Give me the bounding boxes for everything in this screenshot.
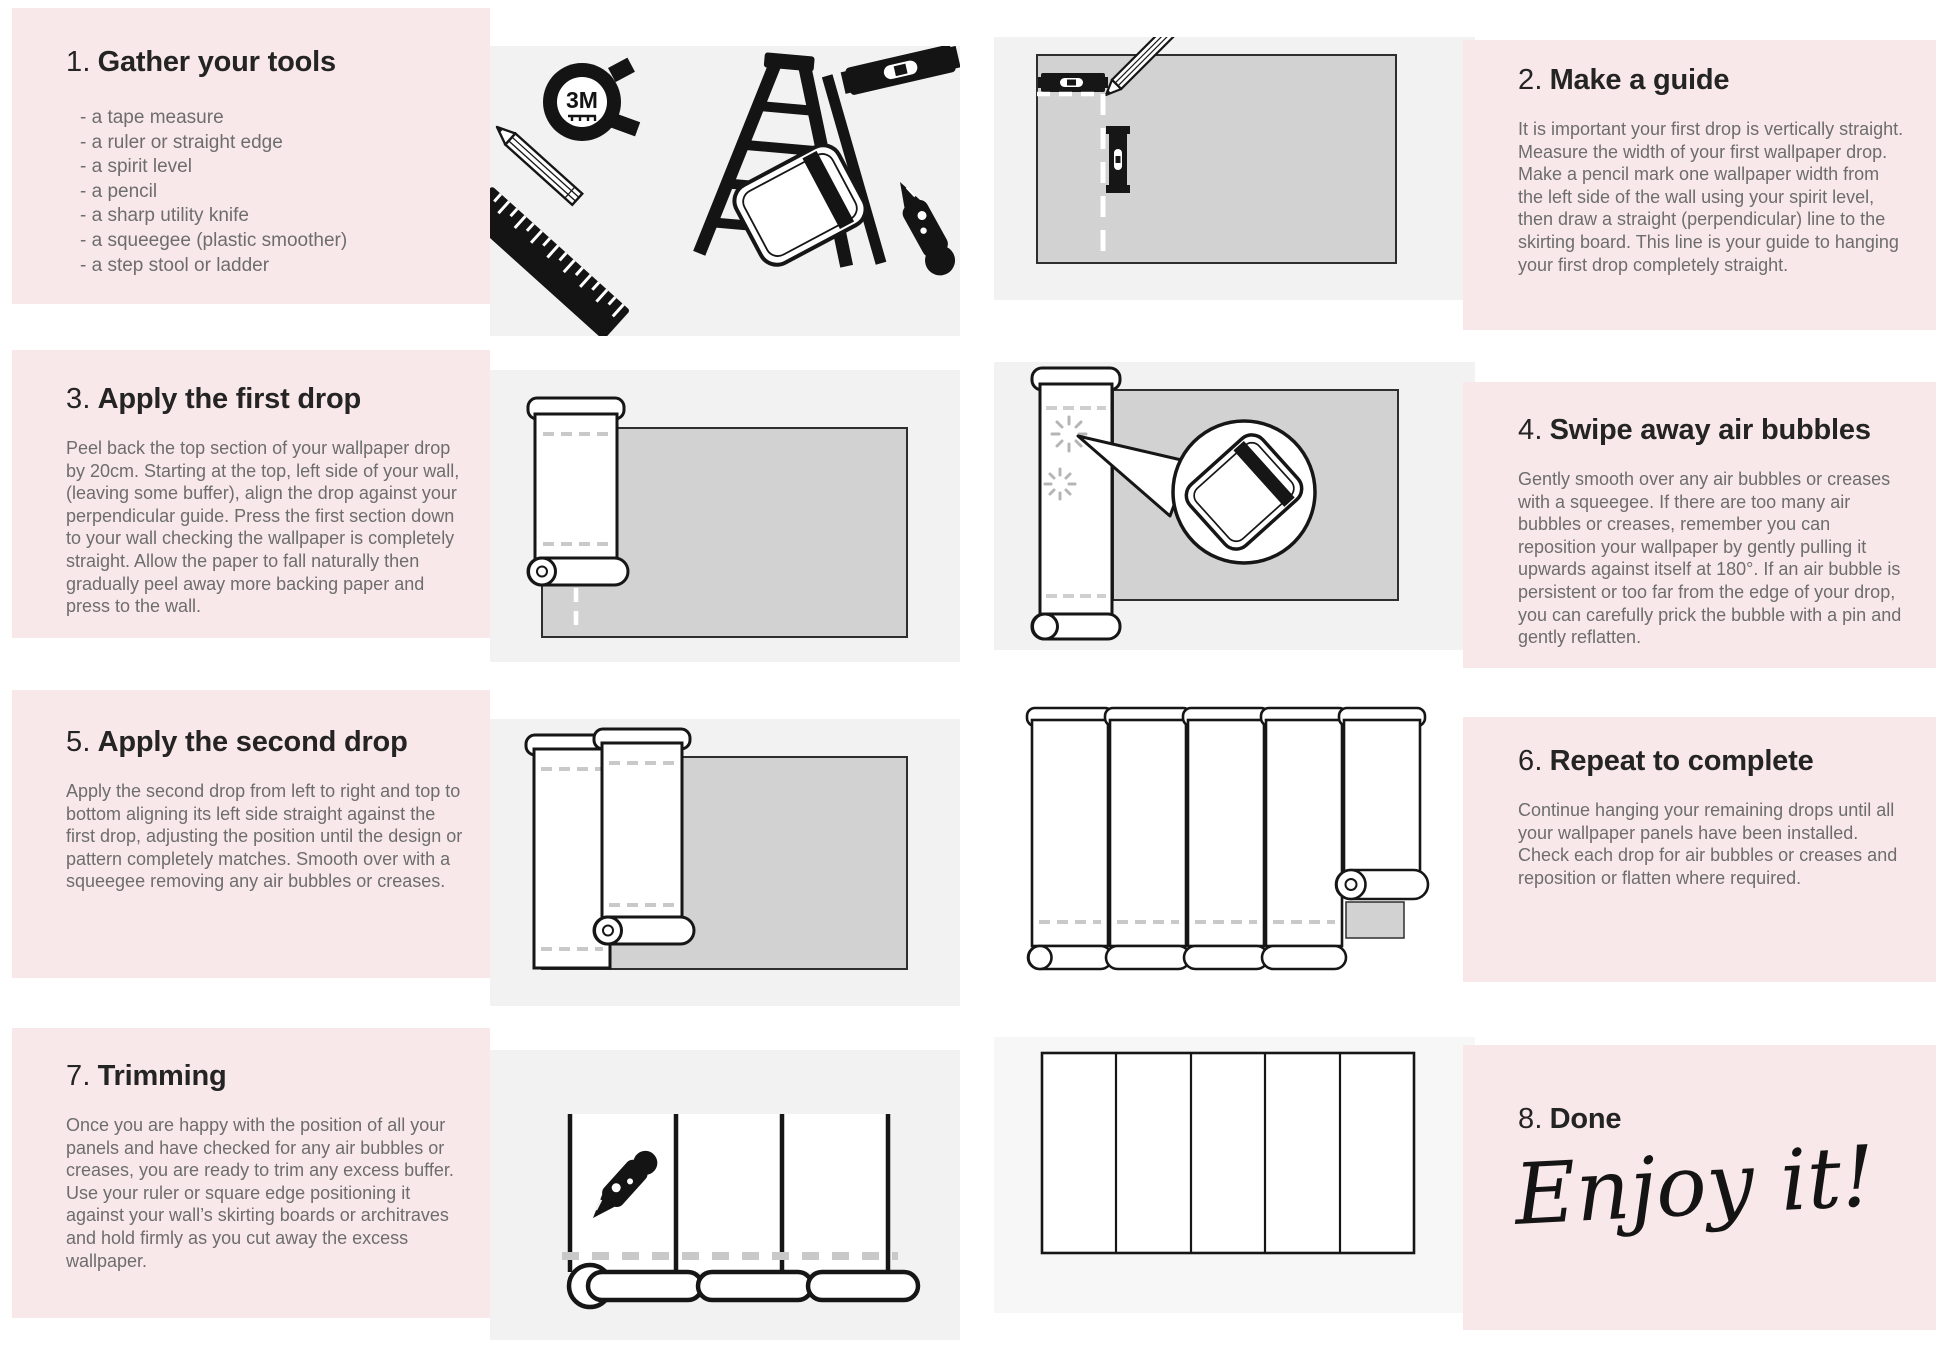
enjoy-it-script-text: Enjoy it! [1512,1127,1878,1244]
step-7-number: 7. [66,1060,91,1092]
panel-bottom-rolls [569,1265,918,1307]
step-1-title: Gather your tools [97,46,336,78]
air-bubbles-drawing [994,362,1475,650]
tools-list-item: - a pencil [80,180,158,202]
step-3-heading [66,383,464,416]
step-8-title: Done [1549,1103,1622,1135]
ruler-icon [490,186,630,336]
spirit-level-icon [840,46,960,97]
step-4-illustration [994,362,1475,650]
step-4-title: Swipe away air bubbles [1549,414,1871,446]
step-6-body: Continue hanging your remaining drops until all your wallpaper panels have been installed. Check each drop for air bubbles or creases and reposition or flatten where required. [1518,800,1898,888]
tools-list-item: - a ruler or straight edge [80,131,283,153]
finished-wall [1042,1053,1414,1253]
step-3-illustration [490,370,960,662]
step-3-number: 3. [66,383,91,415]
tools-list-item: - a step stool or ladder [80,254,270,276]
step-4-text-panel [1463,382,1936,668]
step-7-text-panel [12,1028,490,1318]
tools-list-item: - a tape measure [80,107,224,128]
step-4-body: Gently smooth over any air bubbles or creases with a squeegee. If there are too many air bubbles or creases, remember you can reposition your wallpaper by gently pulling it upwards against itself at 180°. If an air bubble is persistent or too far from the edge of your drop, you can carefully prick the bubble with a pin and gently reflatten. [1518,469,1902,648]
step-7-illustration [490,1050,960,1340]
step-6-heading [1518,745,1906,778]
step-2-title: Make a guide [1549,64,1730,96]
make-guide-drawing [994,37,1475,300]
wall-remnant [1346,902,1404,938]
trimming-drawing [490,1050,960,1340]
second-drop-drawing [490,719,960,1006]
step-7-title: Trimming [97,1060,227,1092]
wallpaper-drop-icon [1032,368,1120,639]
first-drop-drawing [490,370,960,662]
step-5-illustration [490,719,960,1006]
step-8-illustration [994,1037,1475,1313]
step-5-text-panel [12,690,490,978]
step-4-heading [1518,414,1906,447]
svg-text:3M: 3M [566,87,598,113]
step-5-title: Apply the second drop [97,726,408,758]
finished-wall-drawing [994,1037,1475,1313]
step-6-illustration [994,702,1475,988]
step-1-number: 1. [66,46,91,78]
wallpaper-panels [1027,708,1347,969]
step-1-heading [66,46,464,79]
tools-list-item: - a sharp utility knife [80,205,249,227]
step-8-text-panel [1463,1045,1936,1330]
repeat-panels-drawing [994,702,1475,988]
second-drop-icon [594,729,694,944]
step-5-heading [66,726,464,759]
step-1-text-panel [12,8,490,304]
last-drop-in-progress [1336,708,1428,938]
step-5-body: Apply the second drop from left to right and top to bottom aligning its left side straight against the first drop, adjusting the position until the design or pattern completely matches. Smooth over with a squeegee removing any air bubbles or creases. [66,781,463,892]
step-1-illustration [490,46,960,336]
tape-measure-icon [543,58,640,141]
step-2-heading [1518,64,1906,97]
step-3-text-panel [12,350,490,638]
tools-list [66,106,464,278]
step-6-text-panel [1463,717,1936,982]
wallpaper-drop-icon [528,398,628,585]
step-2-text-panel [1463,40,1936,330]
vertical-spirit-level-icon [1106,126,1130,193]
step-3-body: Peel back the top section of your wallpaper drop by 20cm. Starting at the top, left side of your wall, (leaving some buffer), align the drop against your perpendicular guide. Press the first section down to your wall checking the wallpaper is completely straight. Allow the paper to fall naturally then gradually peel away more backing paper and press to the wall. [66,438,460,617]
step-2-body: It is important your first drop is vertically straight. Measure the width of your first wallpaper drop. Make a pencil mark one wallpaper width from the left side of the wall using your spirit level, then draw a straight (perpendicular) line to the skirting board. This line is your guide to hanging your first drop completely straight. [1518,119,1904,275]
step-7-body: Once you are happy with the position of all your panels and have checked for any air bubbles or creases, you are ready to trim any excess buffer. Use your ruler or square edge positioning it against your wall’s skirting boards or architraves and hold firmly as you cut away the excess wallpaper. [66,1115,454,1271]
step-2-illustration [994,37,1475,300]
step-4-number: 4. [1518,414,1543,446]
step-5-number: 5. [66,726,91,758]
step-6-title: Repeat to complete [1549,745,1814,777]
tools-list-item: - a spirit level [80,156,192,178]
step-2-number: 2. [1518,64,1543,96]
step-7-heading [66,1060,464,1093]
step-3-title: Apply the first drop [97,383,362,415]
spirit-level-icon [1038,73,1108,92]
step-6-number: 6. [1518,745,1543,777]
utility-knife-icon [884,176,960,281]
tools-drawing [490,46,960,336]
tools-list-item: - a squeegee (plastic smoother) [80,229,348,251]
step-8-number: 8. [1518,1103,1543,1135]
